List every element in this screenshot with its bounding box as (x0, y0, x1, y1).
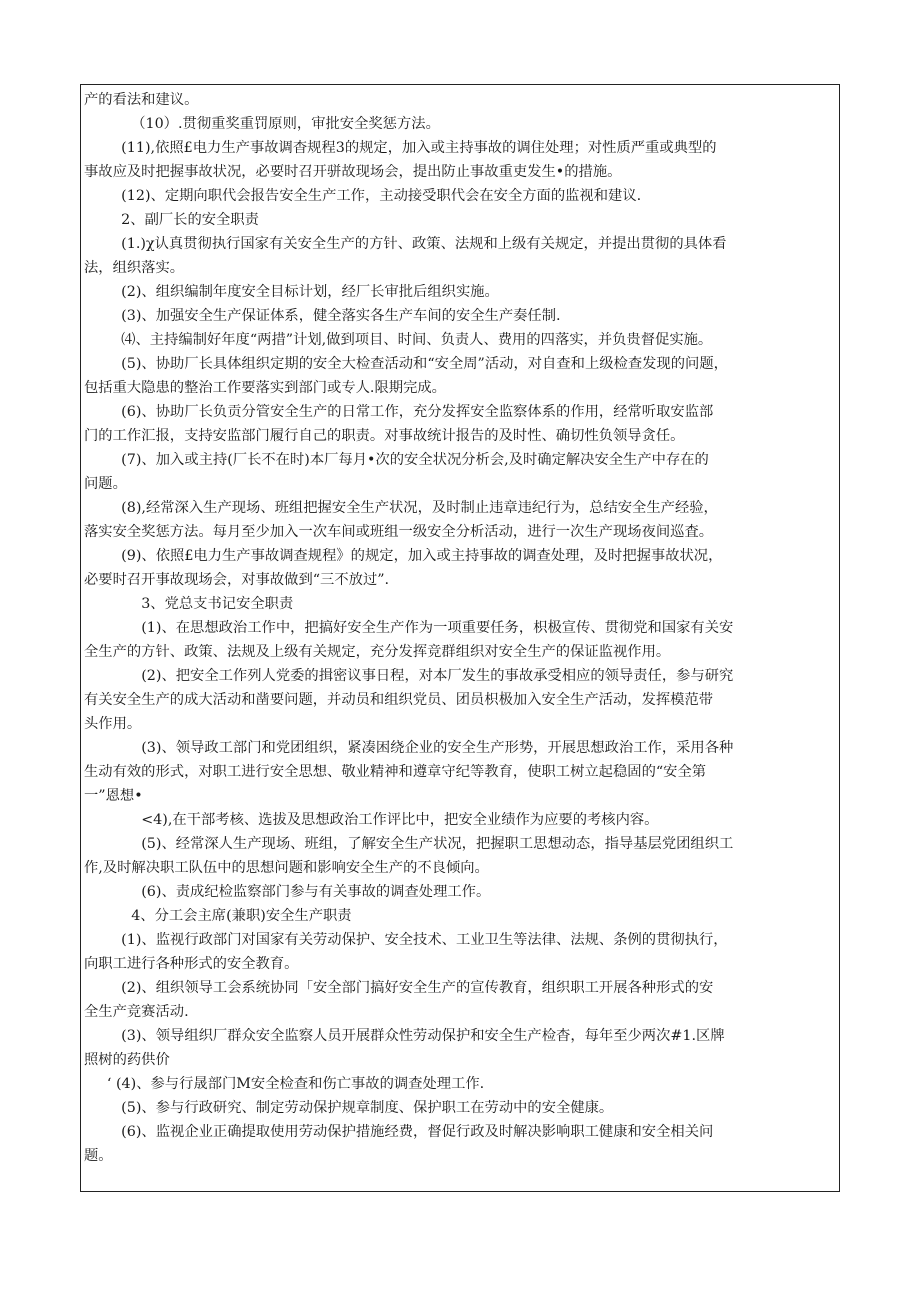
text-line: （10）.贯彻重奖重罚原则，审批安全奖惩方法。 (131, 116, 440, 132)
paragraph-p23 (84, 928, 837, 976)
text-line: 4、分工会主席(兼职)安全生产职责 (131, 908, 352, 924)
text-line: (9)、依照£电力生产事故调查规程》的规定，加入或主持事故的调查处理，及时把握事故状况， (121, 548, 723, 564)
paragraph-p12 (84, 448, 837, 496)
text-line: 向职工进行各种形式的安全教育。 (84, 956, 299, 972)
text-line: 题。 (84, 1148, 113, 1164)
text-line: 作,及时解决职工队伍中的思想问题和影响安全生产的不良倾向。 (84, 860, 489, 876)
text-line: 照树的药供价 (84, 1052, 170, 1068)
text-line: (5)、协助厂长具体组织定期的安全大检查活动和“安全周”活动，对自查和上级检查发现的问题， (121, 356, 728, 372)
text-line: (6)、监视企业正确提取使用劳动保护措施经费，督促行政及时解决影响职工健康和安全相关问 (121, 1124, 714, 1140)
text-line: 全生产的方针、政策、法规及上级有关规定，充分发挥竞群组织对安全生产的保证监视作用。 (84, 644, 671, 660)
text-line: 有关安全生产的成大活动和凿要问题，并动员和组织党员、团员枳极加入安全生产活动，发挥模范带 (84, 692, 714, 708)
text-line: (7)、加入或主持(厂长不在时)本厂每月•次的安全状况分析会,及时确定解决安全生产中存在的 (121, 452, 709, 468)
text-line: 包括重大隐患的整治工作要落实到部门或专人.限期完成。 (84, 380, 446, 396)
paragraph-p09 (84, 328, 837, 352)
paragraph-p01 (84, 88, 837, 112)
text-line: 生动有效的形式，对职工进行安全思想、敬业精神和遵章守纪等教育，使职工树立起稳固的“安全第 (84, 764, 707, 780)
paragraph-p22 (84, 904, 837, 928)
paragraph-p04 (84, 184, 837, 208)
paragraph-p24 (84, 976, 837, 1024)
text-line: (1.)χ认真贯彻执行国家有关安全生产的方针、政策、法规和上级有关规定，并提出贯彻的具体看 (121, 236, 727, 252)
paragraph-p18 (84, 736, 837, 808)
paragraph-p26 (84, 1072, 837, 1096)
text-line: 3、党总支书记安全职责 (141, 596, 294, 612)
text-line: (3)、领导组织厂群众安全监察人员开展群众性劳动保护和安全生产检杳，每年至少两次#1.区牌 (121, 1028, 725, 1044)
text-line: ⑷、主持编制好年度“两措”计划,做到项目、时间、负责人、费用的四落实，并负贵督促实施。 (121, 332, 713, 348)
paragraph-p20 (84, 832, 837, 880)
text-line: (1)、监视行政部门对国家有关劳动保护、安全技术、工业卫生等法律、法规、条例的贯彻执行， (121, 932, 728, 948)
paragraph-p06 (84, 232, 837, 280)
paragraph-p17 (84, 664, 837, 736)
paragraph-p19 (84, 808, 837, 832)
paragraph-p03 (84, 136, 837, 184)
paragraph-p11 (84, 400, 837, 448)
text-line: (6)、责成纪检监察部门参与有关事故的调查处理工作。 (141, 884, 491, 900)
text-line: 全生产竞赛活动. (84, 1004, 189, 1020)
text-line: 事故应及时把握事故状况，必要时召开骈故现场会，提出防止事故重吏发生•的措施。 (84, 164, 622, 180)
text-line: 问题。 (84, 476, 127, 492)
text-line: 门的工作汇报，支持安监部门履行自己的职责。对事故统计报告的及时性、确切性负领导贪任。 (84, 428, 685, 444)
text-line: ‘ (4)、参与行晟部门M安全检查和伤亡事故的调查处理工作. (106, 1076, 485, 1092)
paragraph-p07 (84, 280, 837, 304)
text-line: (11),依照£电力生产事故调杳规程3的规定，加入或主持事故的调住处理；对性质严重或典型的 (121, 140, 717, 156)
paragraph-p28 (84, 1120, 837, 1168)
text-line: (1)、在思想政治工作中，把搞好安全生产作为一项重要任务，枳极宣传、贯彻党和国家有关安 (141, 620, 734, 636)
text-line: 产的看法和建议。 (84, 92, 199, 108)
text-line: 必要时召开事故现场会，对事故做到“三不放过”. (84, 572, 390, 588)
paragraph-p16 (84, 616, 837, 664)
text-line: (8),经常深入生产现场、班组把握安全生产状况，及时制止违章违纪行为，总结安全生产经验， (121, 500, 718, 516)
text-line: (5)、经常深人生产现场、班组，了解安全生产状况，把握职工思想动态，指导基层党团组织工 (141, 836, 734, 852)
text-line: (2)、组织编制年度安全目标计划，经厂长审批后组织实施。 (121, 284, 499, 300)
text-line: (2)、把安全工作列人党委的揖密议事日程，对本厂发生的事故承受相应的领导责任，参与研究 (141, 668, 734, 684)
text-line: (3)、加强安全生产保证体系，健全落实各生产车间的安全生产奏任制. (121, 308, 561, 324)
document-body (84, 88, 837, 1168)
text-line: 头作用。 (84, 716, 142, 732)
text-line: (12)、定期向职代会报告安全生产工作，主动接受职代会在安全方面的监视和建议. (121, 188, 642, 204)
paragraph-p13 (84, 496, 837, 544)
paragraph-p08 (84, 304, 837, 328)
text-line: 一”恩想• (84, 788, 143, 804)
text-line: (2)、组织领导工会系统协同「安全部门搞好安全生产的宣传教育，组织职工开展各种形式的安 (121, 980, 714, 996)
paragraph-p27 (84, 1096, 837, 1120)
text-line: 落实安全奖惩方法。每月至少加入一次车间或班组一级安全分析活动，进行一次生产现场夜间巡査。 (84, 524, 714, 540)
text-line: (5)、参与行政研究、制定劳动保护规章制度、保护职工在劳动中的安全健康。 (121, 1100, 614, 1116)
text-line: 法，组织落实。 (84, 260, 185, 276)
text-line: 2、副厂长的安全职责 (121, 212, 259, 228)
paragraph-p02 (84, 112, 837, 136)
paragraph-p15 (84, 592, 837, 616)
text-line: (3)、领导政工部门和党团组织，紧凑困绕企业的安全生产形势，开展思想政治工作，采用各种 (141, 740, 734, 756)
text-line: <4),在干部考核、选拔及思想政治工作评比中，把安全业绩作为应要的考核内容。 (141, 812, 659, 828)
text-line: (6)、协助厂长负贡分管安全生产的日常工作，充分发挥安全监察体系的作用，经常听取安监部 (121, 404, 714, 420)
paragraph-p21 (84, 880, 837, 904)
paragraph-p25 (84, 1024, 837, 1072)
paragraph-p05 (84, 208, 837, 232)
paragraph-p10 (84, 352, 837, 400)
paragraph-p14 (84, 544, 837, 592)
